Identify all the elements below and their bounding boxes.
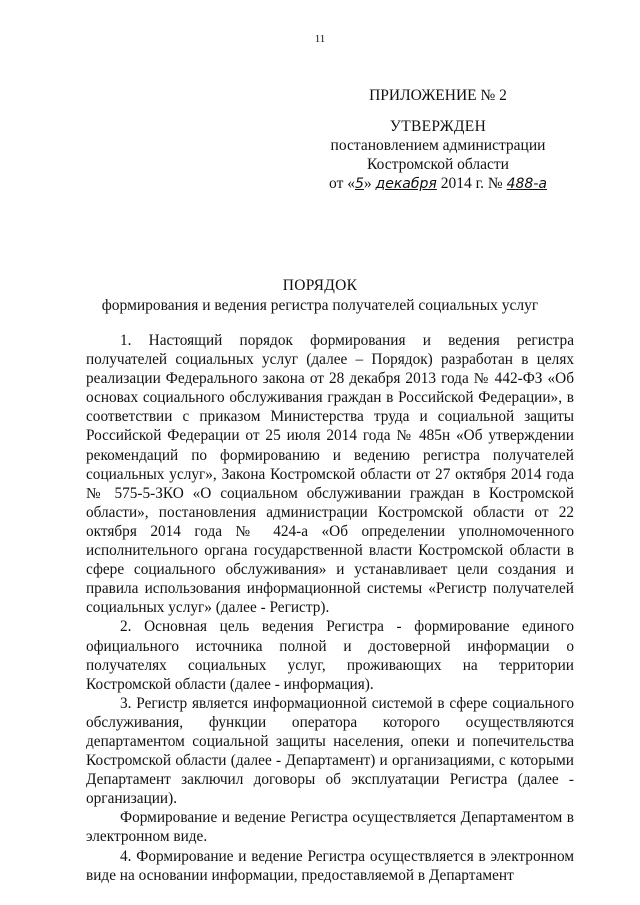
date-prefix: от « [329, 175, 355, 192]
paragraph-1: 1. Настоящий порядок формирования и ведения регистра получателей социальных услуг (далее – Порядок) разработан в целях реализации Федерального закона от 28 декабря 2013 года № 442-ФЗ «Об основах социального обслуживания граждан в Российской Федерации», в соответствии с приказом Министерства труда и социальной защиты Российской Федерации от 25 июля 2014 года № 485н «Об утверждении рекомендаций по формированию и ведению регистра получателей социальных услуг», Закона Костромской области от 27 октября 2014 года № 575-5-ЗКО «О социальном обслуживании граждан в Костромской области», постановления администрации Костромской области от 22 октября 2014 года № 424-а «Об определении уполномоченного исполнительного органа государственной власти Костромской области в сфере социального обслуживания» и устанавливает цели создания и правила использования информационной системы «Регистр получателей социальных услуг» (далее - Регистр). [86, 332, 574, 617]
document-title: ПОРЯДОК [282, 277, 358, 294]
date-day: 5 [354, 176, 364, 192]
document-heading [0, 276, 640, 316]
date-mid: » [363, 175, 376, 192]
decree-number: 488-а [506, 176, 547, 192]
paragraph-3-continued: Формирование и ведение Регистра осуществляется Департаментом в электронном виде. [86, 809, 574, 846]
date-month: декабря [375, 176, 437, 192]
approved-label: УТВЕРЖДЕН [389, 118, 487, 135]
paragraph-4: 4. Формирование и ведение Регистра осуществляется в электронном виде на основании информации, предоставляемой в Департамент [86, 847, 574, 884]
approval-line-1: постановлением администрации [330, 137, 546, 154]
document-subtitle: формирования и ведения регистра получателей социальных услуг [101, 297, 539, 314]
paragraph-2: 2. Основная цель ведения Регистра - формирование единого официального источника полной и достоверной информации о получателях социальных услуг, проживающих на территории Костромской области (далее - информация). [86, 618, 574, 693]
approval-stamp [313, 86, 563, 194]
approval-line-2: Костромской области [367, 156, 509, 173]
approval-date-line [313, 174, 563, 194]
document-body [86, 331, 574, 885]
appendix-label: ПРИЛОЖЕНИЕ № 2 [369, 87, 507, 104]
date-year: 2014 г. № [436, 175, 507, 192]
paragraph-3: 3. Регистр является информационной системой в сфере социального обслуживания, функции оператора которого осуществляются департаментом социальной защиты населения, опеки и попечительства Костромской области (далее - Департамент) и организациями, с которыми Департамент заключил договоры об эксплуатации Регистра (далее - организации). [86, 694, 574, 808]
page-number: 11 [314, 33, 326, 45]
